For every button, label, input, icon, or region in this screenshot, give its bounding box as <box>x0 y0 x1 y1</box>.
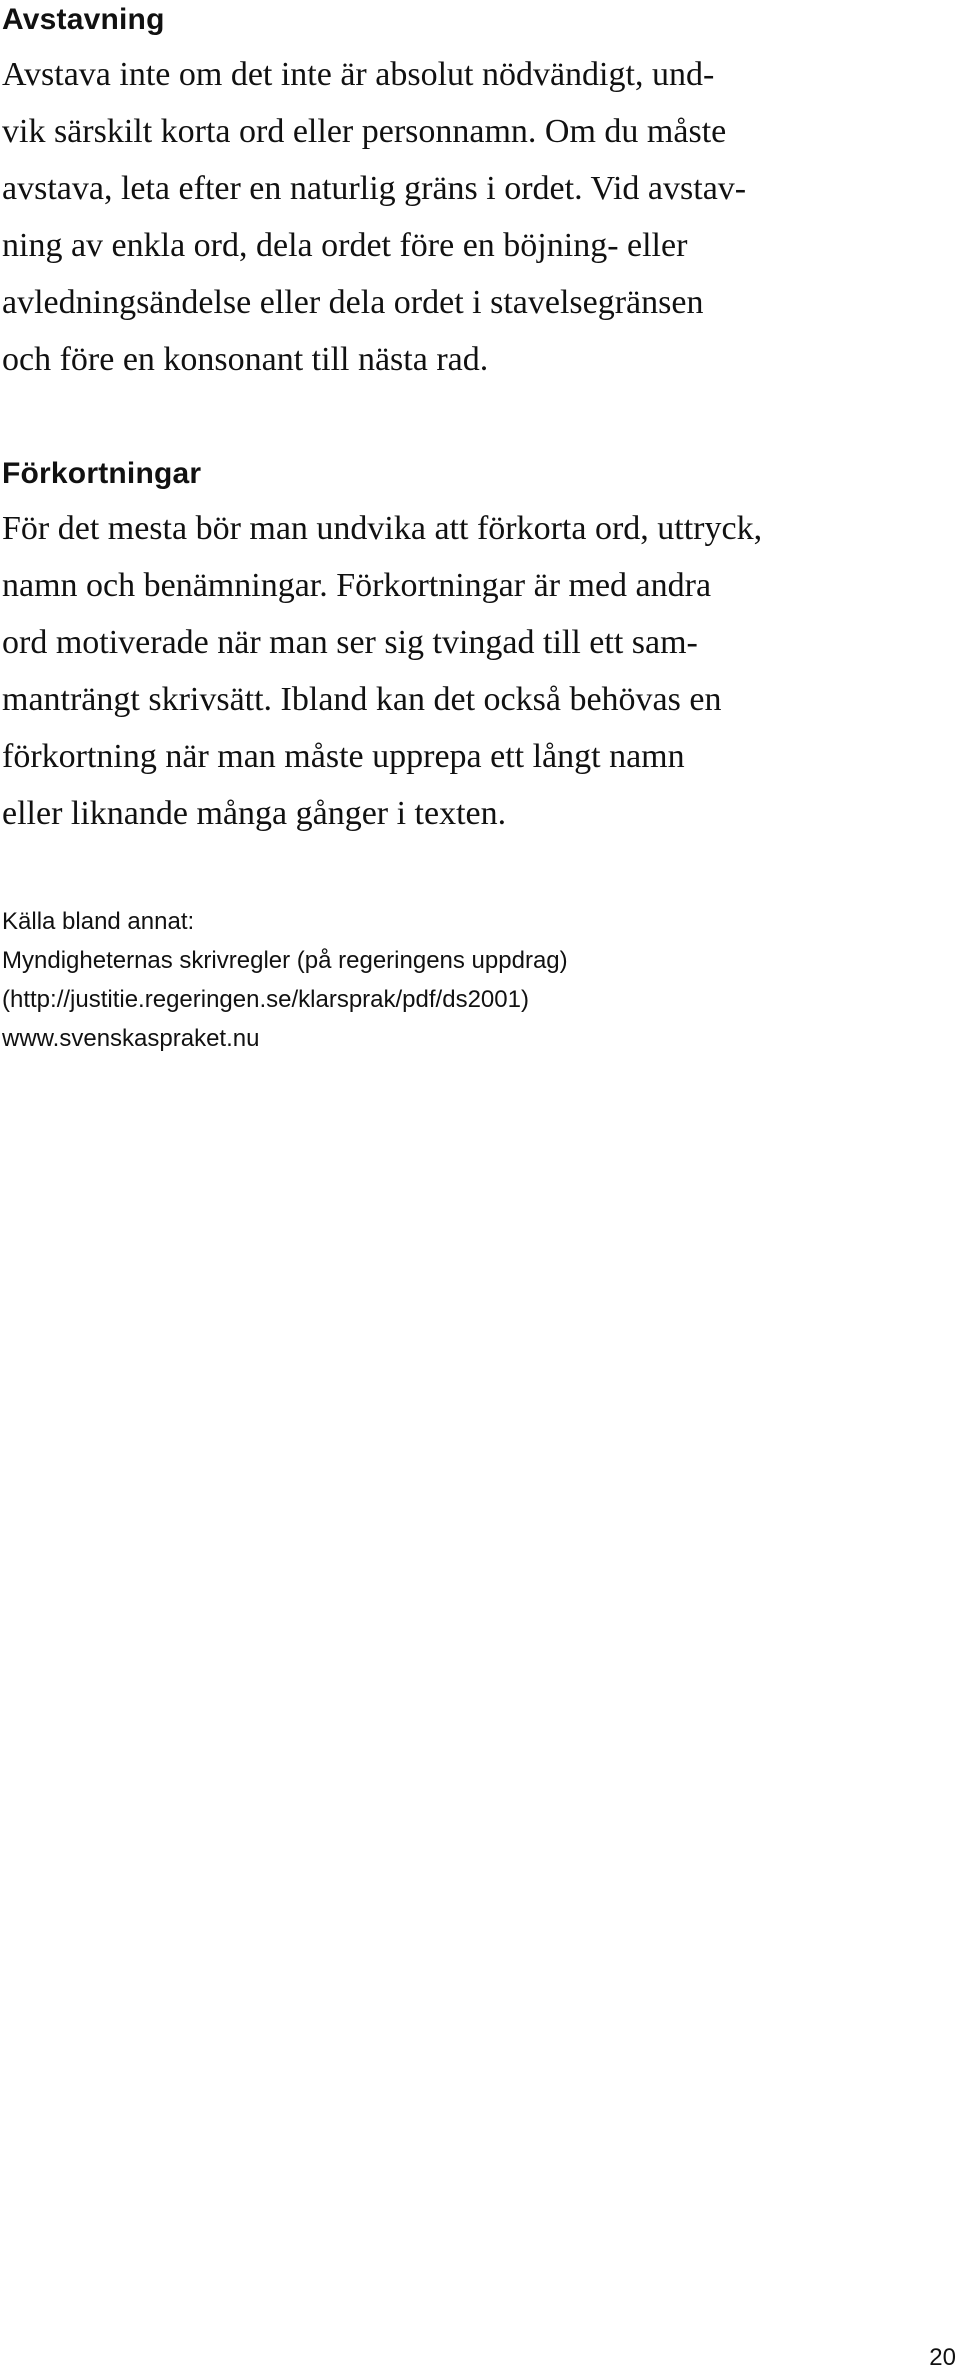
section-heading: Förkortningar <box>2 457 202 490</box>
source-url: (http://justitie.regeringen.se/klarsprak/pdf/ds2001) <box>2 986 529 1013</box>
page-number: 20 <box>929 2344 956 2371</box>
body-line: Avstava inte om det inte är absolut nödvändigt, und- <box>2 56 715 93</box>
source-url: www.svenskaspraket.nu <box>2 1025 260 1052</box>
body-line: ning av enkla ord, dela ordet före en böjning- eller <box>2 227 688 264</box>
source-line: Myndigheternas skrivregler (på regeringens uppdrag) <box>2 947 568 974</box>
body-line: eller liknande många gånger i texten. <box>2 795 507 832</box>
body-line: För det mesta bör man undvika att förkorta ord, uttryck, <box>2 510 763 547</box>
body-line: och före en konsonant till nästa rad. <box>2 341 489 378</box>
body-line: manträngt skrivsätt. Ibland kan det också behövas en <box>2 681 722 718</box>
body-line: avstava, leta efter en naturlig gräns i ordet. Vid avstav- <box>2 170 747 207</box>
source-label: Källa bland annat: <box>2 908 195 935</box>
body-line: avledningsändelse eller dela ordet i stavelsegränsen <box>2 284 704 321</box>
section-forkortningar <box>2 454 892 842</box>
section-heading: Avstavning <box>2 3 165 36</box>
section-body <box>2 500 892 842</box>
section-avstavning <box>2 0 892 388</box>
body-line: vik särskilt korta ord eller personnamn. Om du måste <box>2 113 727 150</box>
body-line: förkortning när man måste upprepa ett långt namn <box>2 738 685 775</box>
section-body <box>2 46 892 388</box>
source-reference <box>2 902 902 1058</box>
body-line: ord motiverade när man ser sig tvingad till ett sam- <box>2 624 698 661</box>
body-line: namn och benämningar. Förkortningar är med andra <box>2 567 712 604</box>
